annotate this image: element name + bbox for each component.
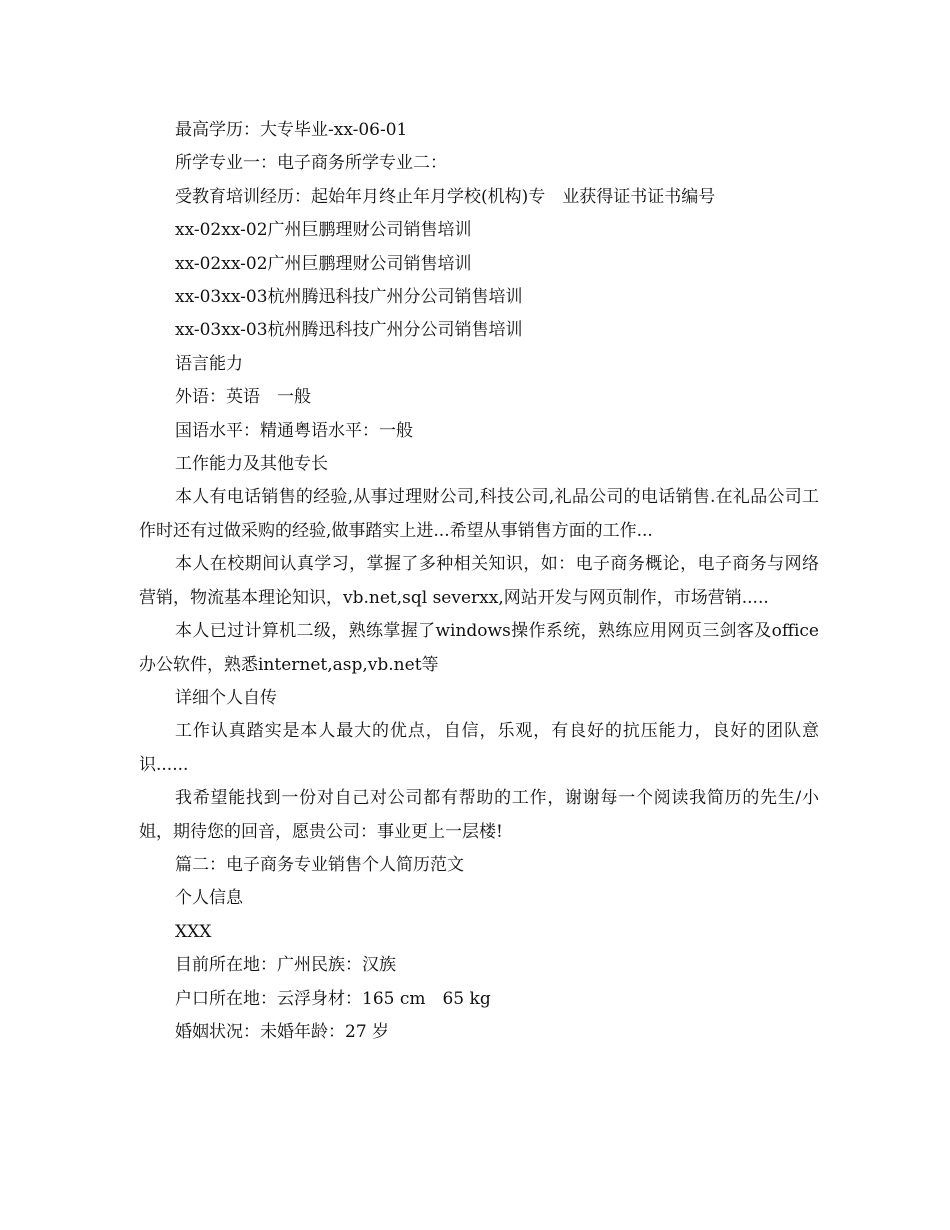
strengths-paragraph: 工作认真踏实是本人最大的优点，自信，乐观，有良好的抗压能力，良好的团队意识...... bbox=[139, 721, 819, 775]
training-record-1: xx-02xx-02广州巨鹏理财公司销售培训 bbox=[175, 220, 472, 241]
work-ability-heading: 工作能力及其他专长 bbox=[175, 454, 328, 475]
training-record-3: xx-03xx-03杭州腾迅科技广州分公司销售培训 bbox=[175, 287, 523, 308]
mandarin-level-line: 国语水平：精通粤语水平：一般 bbox=[175, 420, 413, 441]
study-paragraph: 本人在校期间认真学习，掌握了多种相关知识，如：电子商务概论，电子商务与网络营销，物流基本理论知识，vb.net,sql severxx,网站开发与网页制作，市场营销..... bbox=[139, 554, 819, 608]
hukou-line: 户口所在地：云浮身材：165 cm 65 kg bbox=[175, 988, 491, 1009]
foreign-language-line: 外语：英语 一般 bbox=[175, 387, 311, 408]
location-line: 目前所在地：广州民族：汉族 bbox=[175, 955, 396, 976]
training-header-line: 受教育培训经历：起始年月终止年月学校(机构)专 业获得证书证书编号 bbox=[175, 186, 716, 207]
computer-skills-paragraph: 本人已过计算机二级，熟练掌握了windows操作系统，熟练应用网页三剑客及office办公软件，熟悉internet,asp,vb.net等 bbox=[139, 621, 819, 675]
training-record-4: xx-03xx-03杭州腾迅科技广州分公司销售培训 bbox=[175, 320, 523, 341]
name-line: XXX bbox=[175, 921, 212, 942]
sales-experience-paragraph: 本人有电话销售的经验,从事过理财公司,科技公司,礼品公司的电话销售.在礼品公司工作时还有过做采购的经验,做事踏实上进...希望从事销售方面的工作... bbox=[139, 487, 819, 541]
closing-paragraph: 我希望能找到一份对自己对公司都有帮助的工作，谢谢每一个阅读我简历的先生/小姐，期待您的回音，愿贵公司：事业更上一层楼! bbox=[139, 788, 819, 842]
personal-info-heading: 个人信息 bbox=[175, 888, 243, 909]
training-record-2: xx-02xx-02广州巨鹏理财公司销售培训 bbox=[175, 253, 472, 274]
language-ability-heading: 语言能力 bbox=[175, 353, 243, 374]
education-level-line: 最高学历：大专毕业-xx-06-01 bbox=[175, 120, 408, 140]
resume-content bbox=[139, 114, 819, 1049]
marital-status-line: 婚姻状况：未婚年龄：27 岁 bbox=[175, 1021, 390, 1042]
autobiography-heading: 详细个人自传 bbox=[175, 687, 277, 708]
major-line: 所学专业一：电子商务所学专业二： bbox=[175, 153, 447, 174]
section-two-title: 篇二：电子商务专业销售个人简历范文 bbox=[175, 854, 464, 875]
